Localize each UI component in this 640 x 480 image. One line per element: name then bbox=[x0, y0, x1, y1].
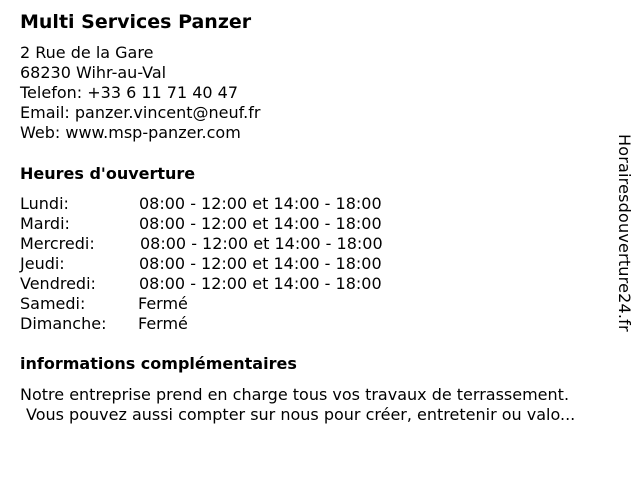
info-heading: informations complémentaires bbox=[20, 354, 297, 373]
web-line: Web: www.msp-panzer.com bbox=[20, 123, 241, 142]
day-label: Mardi: bbox=[20, 214, 70, 233]
day-label: Lundi: bbox=[20, 194, 69, 213]
time-value: Fermé bbox=[138, 314, 188, 333]
hours-heading: Heures d'ouverture bbox=[20, 164, 196, 183]
day-label: Dimanche: bbox=[20, 314, 107, 333]
time-value: 08:00 - 12:00 et 14:00 - 18:00 bbox=[139, 254, 382, 273]
phone-line: Telefon: +33 6 11 71 40 47 bbox=[20, 83, 239, 102]
time-value: 08:00 - 12:00 et 14:00 - 18:00 bbox=[139, 214, 382, 233]
contact-block bbox=[20, 43, 260, 143]
day-label: Mercredi: bbox=[20, 234, 95, 253]
time-value: 08:00 - 12:00 et 14:00 - 18:00 bbox=[139, 194, 382, 213]
time-value: Fermé bbox=[138, 294, 188, 313]
time-value: 08:00 - 12:00 et 14:00 - 18:00 bbox=[140, 234, 383, 253]
email-line: Email: panzer.vincent@neuf.fr bbox=[20, 103, 261, 122]
info-line: Vous pouvez aussi compter sur nous pour créer, entretenir ou valo... bbox=[26, 405, 576, 424]
info-description bbox=[20, 385, 630, 425]
time-value: 08:00 - 12:00 et 14:00 - 18:00 bbox=[139, 274, 382, 293]
day-label: Vendredi: bbox=[20, 274, 96, 293]
business-name: Multi Services Panzer bbox=[20, 11, 252, 33]
info-line: Notre entreprise prend en charge tous vos travaux de terrassement. bbox=[20, 385, 570, 404]
address-street: 2 Rue de la Gare bbox=[20, 43, 154, 62]
day-label: Jeudi: bbox=[20, 254, 65, 273]
site-watermark: Horairesdouverture24.fr bbox=[615, 134, 634, 332]
day-label: Samedi: bbox=[20, 294, 86, 313]
address-city: 68230 Wihr-au-Val bbox=[20, 63, 167, 82]
